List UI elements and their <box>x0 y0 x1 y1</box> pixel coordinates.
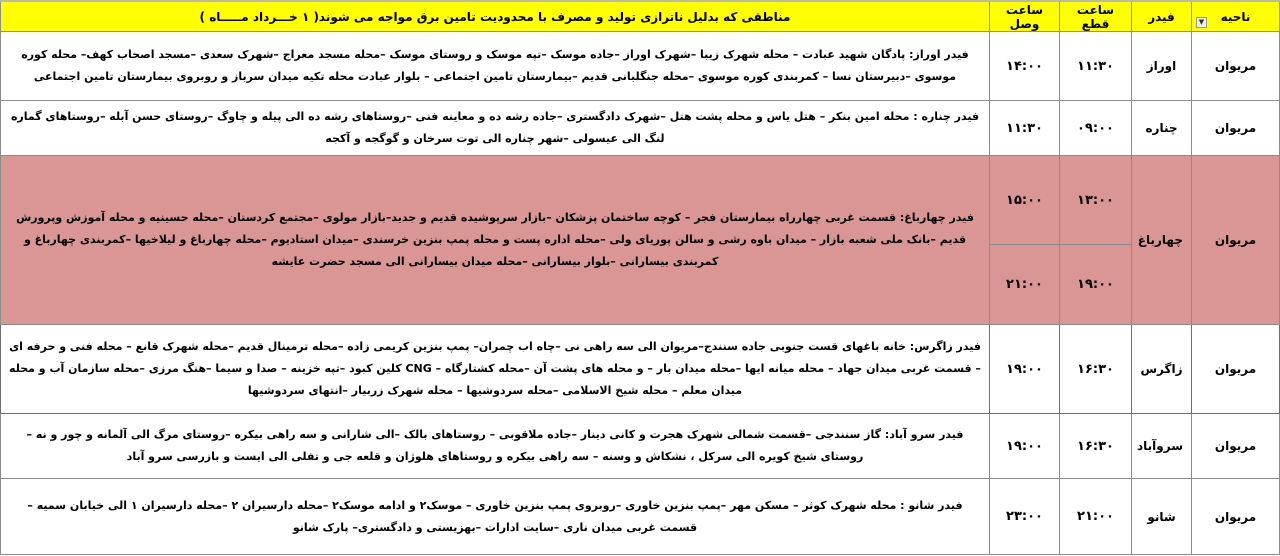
connect-time-cell: ۲۳:۰۰ <box>990 479 1060 555</box>
connect-time-cell: ۱۵:۰۰ <box>990 156 1060 245</box>
feeder-cell: چناره <box>1132 101 1192 156</box>
region-cell: مریوان <box>1192 479 1280 555</box>
table-row <box>1 32 1280 101</box>
areas-cell: فیدر چهارباغ: قسمت غربی چهارراه بیمارستان فجر – کوچه ساختمان پزشکان –بازار سرپوشیده قدیم و جدید–بازار مولوی –مجتمع کردستان –محله حسینیه و محله آموزش وپرورش قدیم –بانک ملی شعبه بازار – میدان باوه رشی و سالن پوریای ولی –محله اداره پست و محله پمپ بنزین خرسندی –میدان استادیوم –محله چهارباغ و لیلاخیها –کمربندی چهارباغ و کمربندی بیسارانی –بلوار بیسارانی –محله میدان بیسارانی الی مسجد حضرت عایشه <box>1 156 990 325</box>
feeder-cell: سروآباد <box>1132 414 1192 479</box>
connect-time-cell: ۱۹:۰۰ <box>990 414 1060 479</box>
feeder-cell: چهارباغ <box>1132 156 1192 325</box>
areas-cell: فیدر چناره : محله امین بنکر – هتل یاس و محله پشت هتل –شهرک دادگستری –جاده رشه ده و معاینه فنی –روستاهای رشه ده الی پیله و چاوگ –روستای حسن آبله –روستاهای گماره لنگ الی عیسولی –شهر چناره الی توت سرخان و گوگجه و آکجه <box>1 101 990 156</box>
cut-time-cell: ۰۹:۰۰ <box>1060 101 1132 156</box>
connect-time-cell: ۱۹:۰۰ <box>990 325 1060 414</box>
header-cut-time: ساعت قطع <box>1060 1 1132 32</box>
connect-time-cell: ۲۱:۰۰ <box>990 245 1060 325</box>
areas-cell: فیدر زاگرس: خانه باغهای قست جنوبی جاده سنندج–مریوان الی سه راهی نی –چاه اب چمران– پمپ بنزین کریمی زاده –محله ترمینال قدیم –محله شهرک قانع – محله فنی و حرفه ای – قسمت غربی میدان جهاد – محله میانه ایها –محله میدان بار – و محله های پشت آن –محله کشتارگاه – CNG کلین کبود –تپه خزینه – صدا و سیما –هنگ مرزی –محله سازمان آب و محله میدان معلم – محله شیخ الاسلامی –محله سردوشیها – محله شهرک زربیار –انتهای سردوشیها <box>1 325 990 414</box>
table-row <box>1 414 1280 479</box>
table-row <box>1 101 1280 156</box>
cut-time-cell: ۱۳:۰۰ <box>1060 156 1132 245</box>
region-cell: مریوان <box>1192 325 1280 414</box>
table-row-highlighted <box>1 156 1280 245</box>
connect-time-cell: ۱۱:۳۰ <box>990 101 1060 156</box>
cut-time-cell: ۲۱:۰۰ <box>1060 479 1132 555</box>
table-row <box>1 479 1280 555</box>
region-cell: مریوان <box>1192 414 1280 479</box>
feeder-cell: زاگرس <box>1132 325 1192 414</box>
header-region[interactable]: ناحیه ▼ <box>1192 1 1280 32</box>
areas-cell: فیدر سرو آباد: گاز سنندجی –قسمت شمالی شهرک هجرت و کانی دینار –جاده ملاقوبی – روستاهای بالک –الی شارانی و سه راهی بیکره –روستای مرگ الی آلمانه و چور و نه – روستای شیخ کویره الی سرکل ، نشکاش و وسنه – سه راهی بیکره و روستاهای هلوژان و قلعه جی و تفلی الی ایست و بازرسی سرو آباد <box>1 414 990 479</box>
header-row <box>1 1 1280 32</box>
region-cell: مریوان <box>1192 32 1280 101</box>
areas-cell: فیدر شانو : محله شهرک کوثر – مسکن مهر –پمپ بنزین خاوری –روبروی پمپ بنزین خاوری – موسک۲ و ادامه موسک۲ –محله دارسیران ۲ –محله دارسیران ۱ الی خیابان سمیه –قسمت غربی میدان ناری –سایت ادارات –بهزیستی و دادگستری– پارک شانو <box>1 479 990 555</box>
cut-time-cell: ۱۱:۳۰ <box>1060 32 1132 101</box>
cut-time-cell: ۱۶:۳۰ <box>1060 414 1132 479</box>
header-areas: مناطقی که بدلیل ناترازی تولید و مصرف با محدودیت تامین برق مواجه می شوند( ۱ خـــرداد مـــــاه ) <box>1 1 990 32</box>
filter-dropdown-icon[interactable]: ▼ <box>1196 17 1207 28</box>
areas-cell: فیدر اوراز: پادگان شهید عبادت – محله شهرک زیبا –شهرک اوراز –جاده موسک –تپه موسک و روستای موسک –محله مسجد معراج –شهرک سعدی –مسجد اصحاب کهف– محله کوره موسوی –دبیرستان نسا – کمربندی کوره موسوی –محله جنگلبانی قدیم –بیمارستان تامین اجتماعی – بلوار عبادت محله تکیه میدان سرباز و روبروی بیمارستان تامین اجتماعی <box>1 32 990 101</box>
feeder-cell: اوراز <box>1132 32 1192 101</box>
header-connect-time: ساعت وصل <box>990 1 1060 32</box>
cut-time-cell: ۱۶:۳۰ <box>1060 325 1132 414</box>
table-row <box>1 325 1280 414</box>
cut-time-cell: ۱۹:۰۰ <box>1060 245 1132 325</box>
feeder-cell: شانو <box>1132 479 1192 555</box>
connect-time-cell: ۱۴:۰۰ <box>990 32 1060 101</box>
region-cell: مریوان <box>1192 156 1280 325</box>
header-feeder: فیدر <box>1132 1 1192 32</box>
region-cell: مریوان <box>1192 101 1280 156</box>
